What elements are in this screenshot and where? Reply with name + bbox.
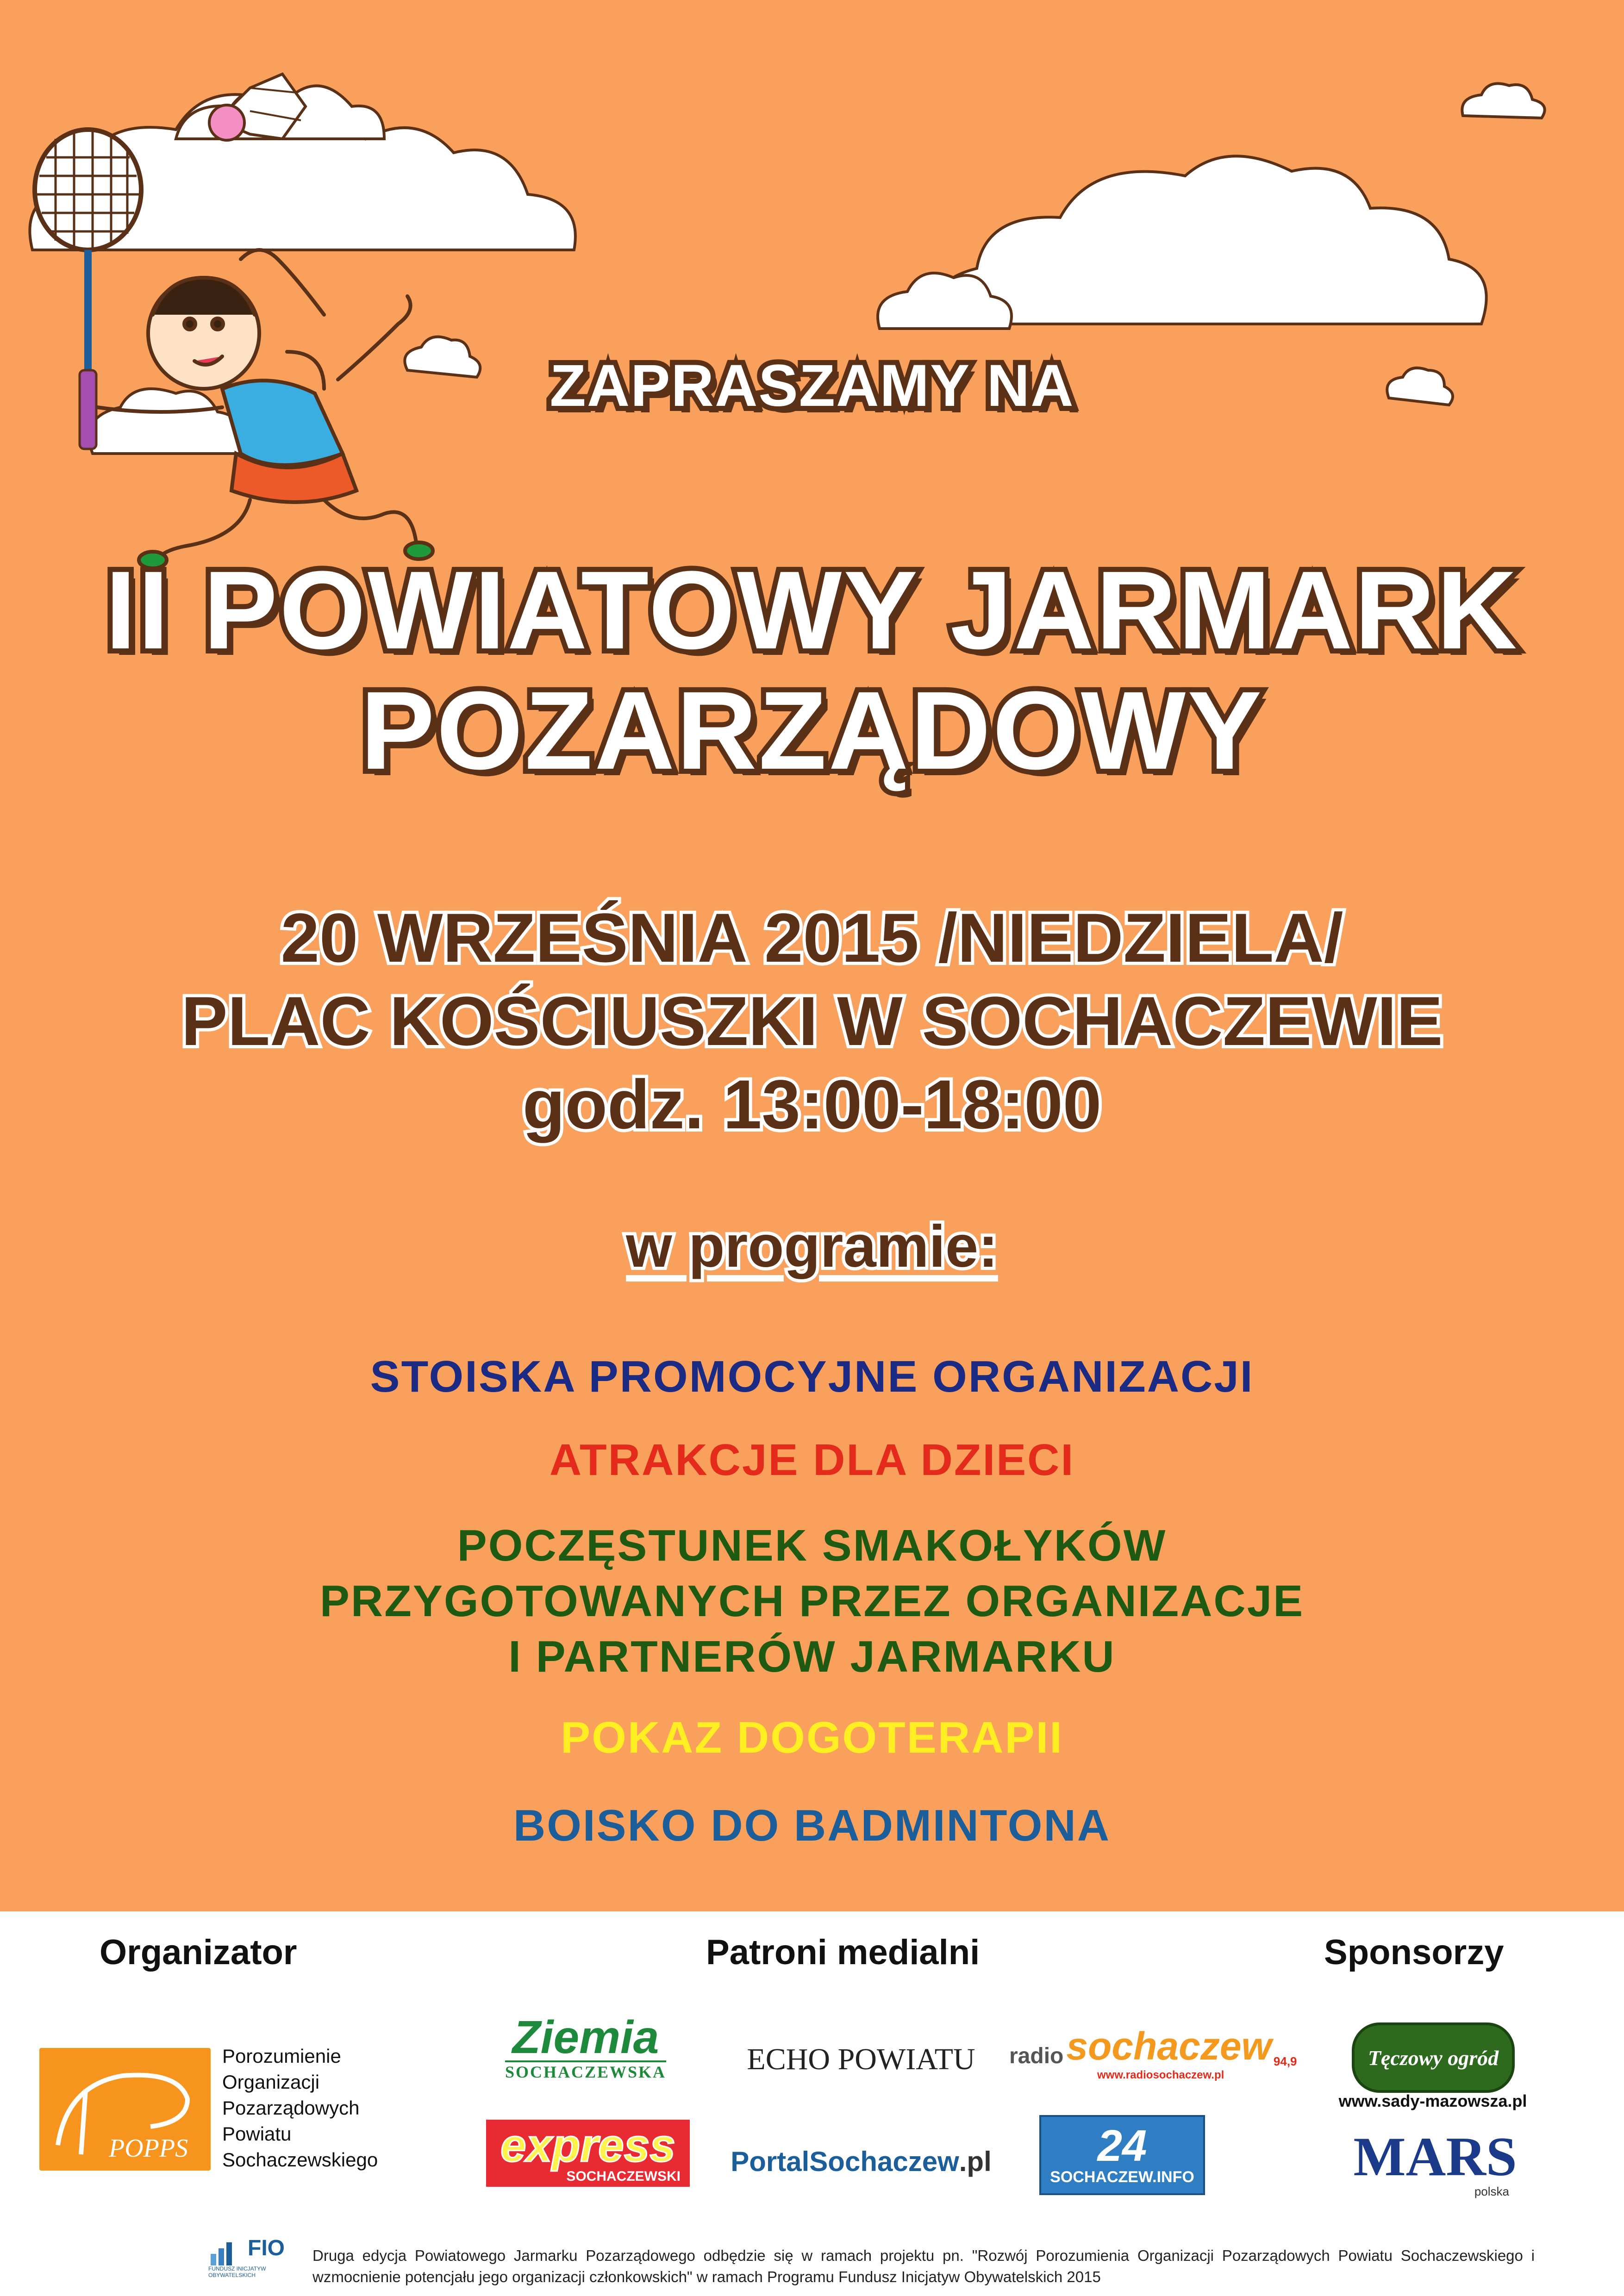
organizer-name-line: Sochaczewskiego (222, 2149, 378, 2171)
echo-logo-text: ECHO POWIATU (747, 2042, 975, 2076)
organizer-name-line: Organizacji (222, 2071, 320, 2093)
sochaczew-info-logo (1039, 2115, 1205, 2195)
mars-logo-sub: polska (1474, 2184, 1509, 2198)
title-line-2: POZARZĄDOWY (360, 668, 1264, 792)
portal-logo (731, 2138, 992, 2184)
cloud-tiny-top-right (1462, 84, 1544, 118)
ziemia-logo (475, 2011, 697, 2081)
sady-url (1317, 2090, 1549, 2113)
program-item: BOISKO DO BADMINTONA (513, 1801, 1111, 1850)
express-logo-text: express (500, 2119, 676, 2172)
footnote: Druga edycja Powiatowego Jarmarku Pozarządowego odbędzie się w ramach projektu pn. "Rozwój Porozumienia Organizacji Pozarządowych Powiatu Sochaczewskiego i wzmocnienie potencjału jego organizacji członkowskich" w ramach Programu Fundusz Inicjatyw Obywatelskich 2015 (312, 2247, 1535, 2285)
radio-logo-url: www.radiosochaczew.pl (1097, 2068, 1224, 2081)
popps-logo (39, 2048, 211, 2171)
echo-logo (736, 2036, 986, 2083)
organizer-heading: Organizator (100, 1933, 297, 1972)
organizer-name-line: Pozarządowych (222, 2097, 360, 2119)
organizer-name-line: Powiatu (222, 2123, 292, 2145)
program-heading: w programie: (626, 1213, 998, 1280)
event-hours: godz. 13:00-18:00 (522, 1065, 1102, 1143)
express-logo-sub: SOCHACZEWSKI (566, 2168, 681, 2184)
mars-logo (1324, 2125, 1546, 2198)
radio-logo-freq: 94,9 (1273, 2054, 1297, 2068)
program-item: POKAZ DOGOTERAPII (561, 1713, 1063, 1762)
cloud-right (937, 156, 1486, 324)
radio-logo-small: radio (1009, 2043, 1064, 2068)
program-item: ATRAKCJE DLA DZIECI (549, 1435, 1075, 1485)
teczowy-ogrod-logo (1352, 2022, 1515, 2093)
fio-logo-sub: FUNDUSZ INICJATYW OBYWATELSKICH (208, 2265, 266, 2278)
title-line-1: II POWIATOWY JARMARK (105, 548, 1519, 672)
organizer-name (222, 2043, 378, 2173)
portal-logo-text: PortalSochaczew (731, 2146, 959, 2177)
program-item-group (0, 1518, 1624, 1685)
event-place: PLAC KOŚCIUSZKI W SOCHACZEWIE (181, 982, 1443, 1060)
program-item: PRZYGOTOWANYCH PRZEZ ORGANIZACJE (319, 1576, 1305, 1626)
organizer-name-line: Porozumienie (222, 2045, 341, 2067)
invite-heading: ZAPRASZAMY NA (550, 353, 1074, 419)
event-date: 20 WRZEŚNIA 2015 /NIEDZIELA/ (281, 899, 1343, 977)
teczowy-ogrod-text: Tęczowy ogród (1368, 2046, 1499, 2070)
program-item: POCZĘSTUNEK SMAKOŁYKÓW (457, 1521, 1167, 1570)
mars-logo-text: MARS (1353, 2125, 1517, 2187)
sochaczew-info-num: 24 (1097, 2121, 1147, 2171)
radio-logo (1009, 2018, 1297, 2087)
fio-logo-mark (208, 2235, 245, 2268)
fio-logo (208, 2231, 294, 2286)
ziemia-logo-sub: SOCHACZEWSKA (505, 2060, 666, 2082)
program-item: STOISKA PROMOCYJNE ORGANIZACJI (370, 1352, 1254, 1401)
sponsors-heading: Sponsorzy (1324, 1933, 1504, 1972)
ziemia-logo-text: Ziemia (512, 2011, 659, 2063)
sochaczew-info-text: SOCHACZEW.INFO (1050, 2168, 1194, 2186)
portal-logo-tld: .pl (959, 2146, 992, 2177)
media-heading: Patroni medialni (706, 1933, 980, 1972)
sady-url-text: www.sady-mazowsza.pl (1338, 2091, 1527, 2110)
popps-logo-text: POPPS (109, 2134, 188, 2163)
program-item: I PARTNERÓW JARMARKU (508, 1632, 1116, 1681)
express-logo (486, 2120, 690, 2187)
radio-logo-main: sochaczew (1066, 2024, 1272, 2068)
fio-logo-text: FIO (248, 2236, 285, 2260)
